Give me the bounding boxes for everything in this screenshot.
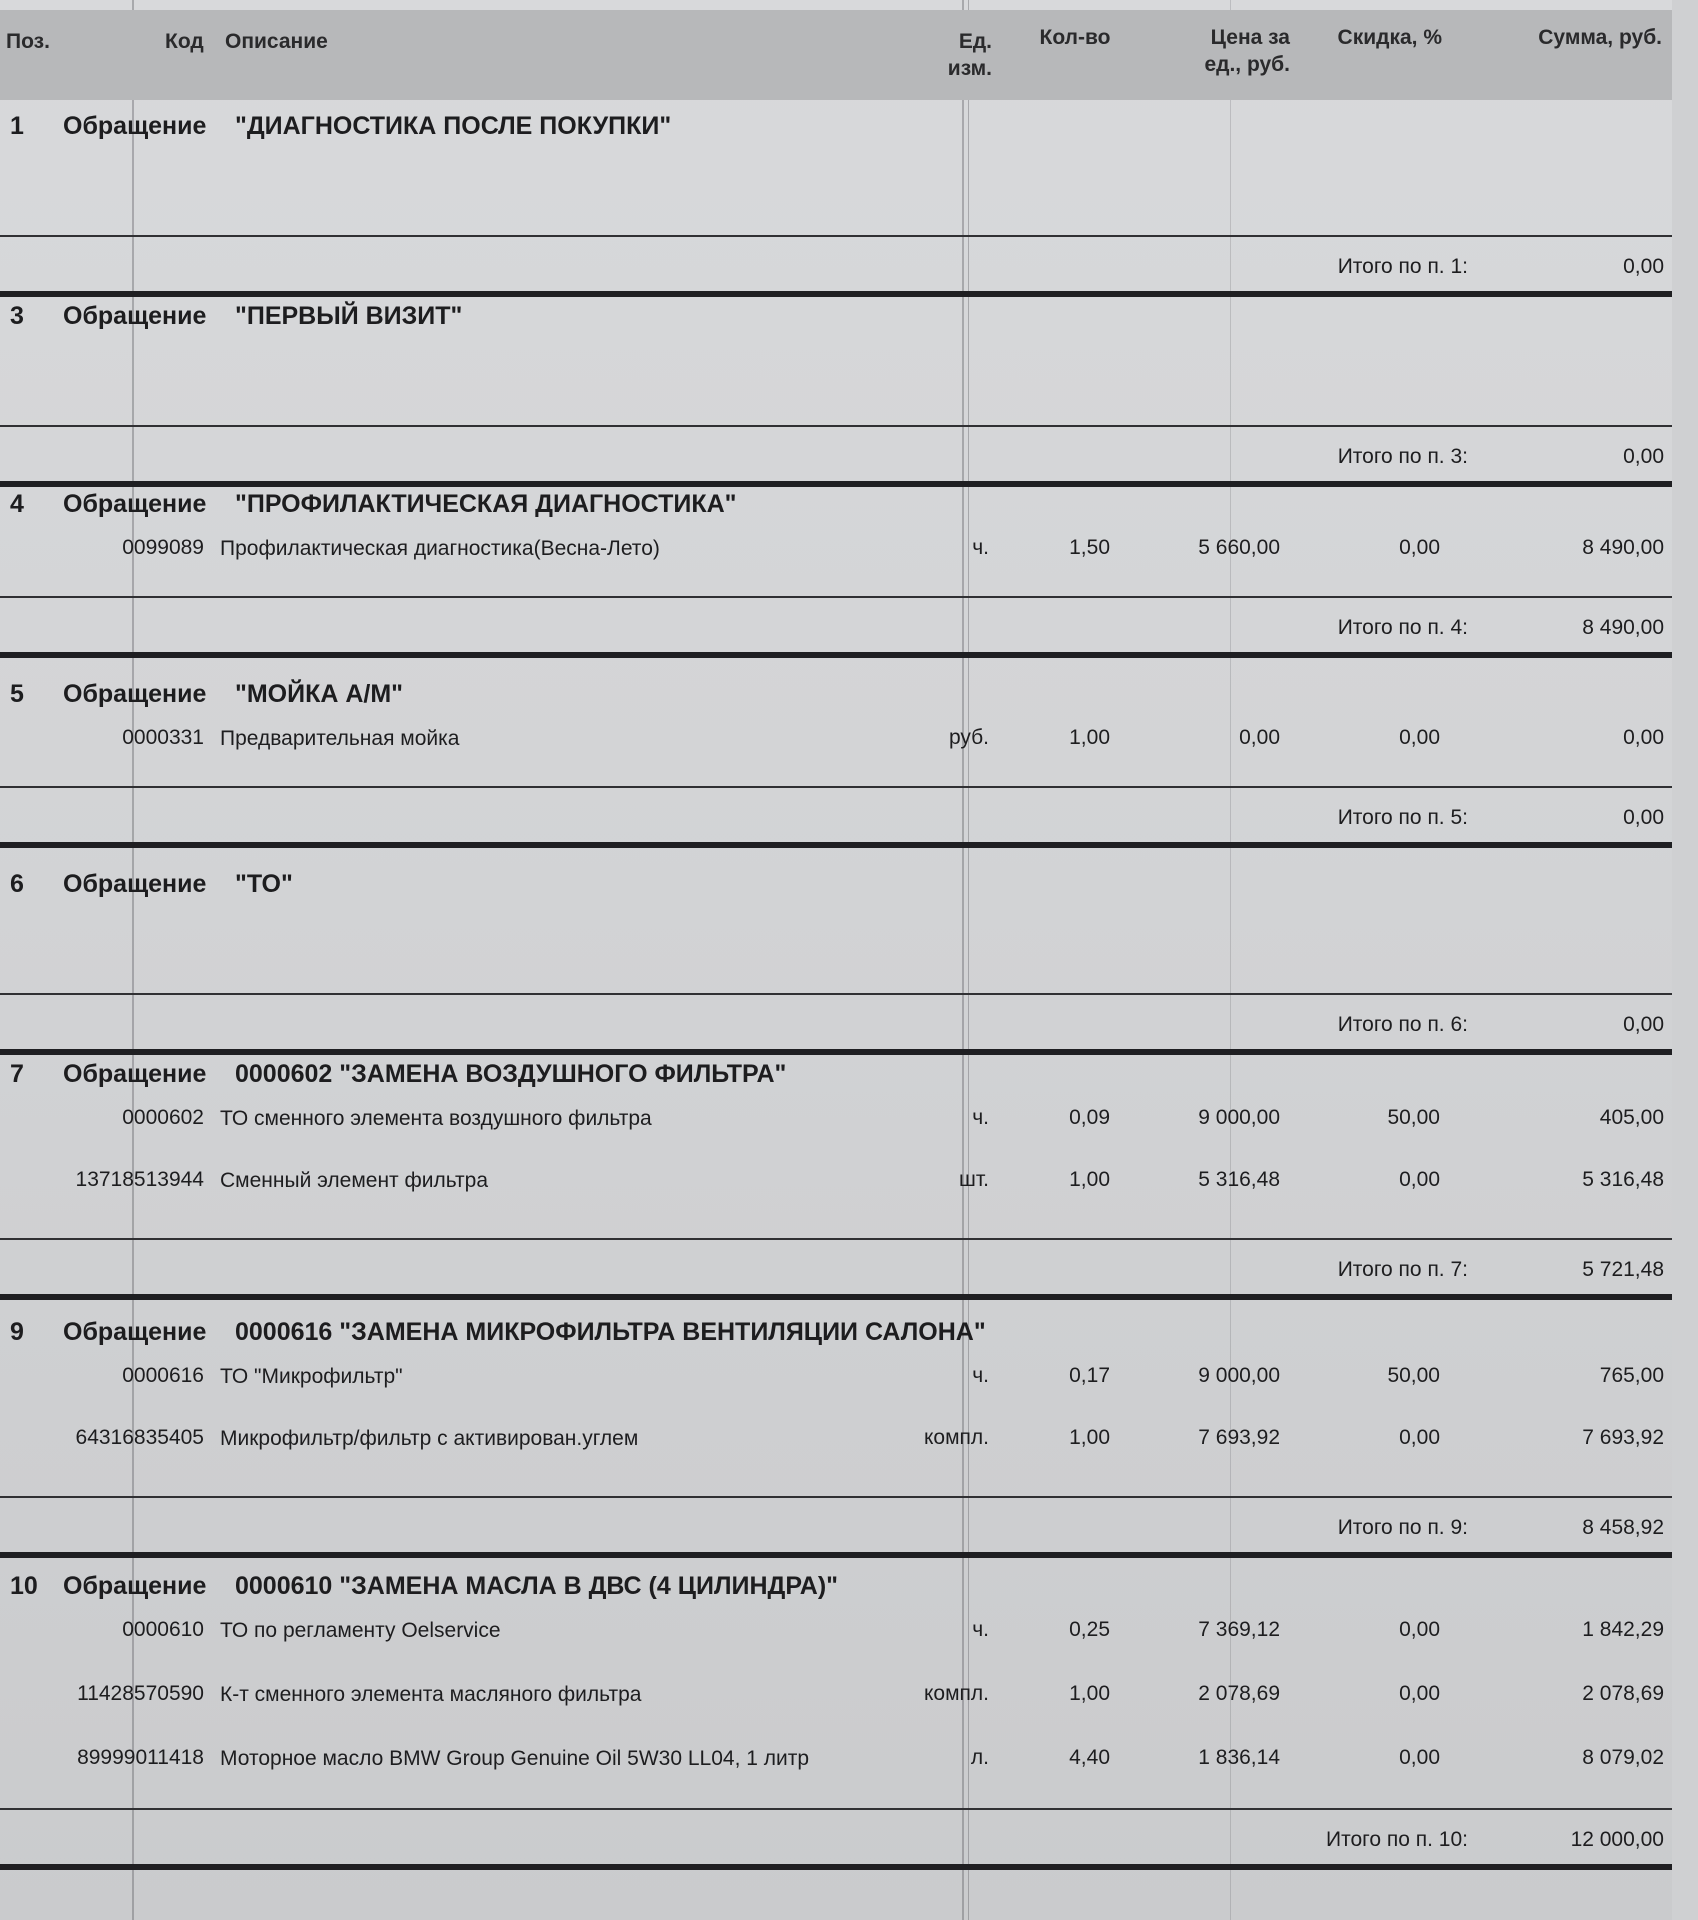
item-discount: 0,00 <box>1399 1682 1440 1705</box>
item-code: 13718513944 <box>75 1168 204 1191</box>
item-unit: ч. <box>972 536 989 559</box>
item-description: Профилактическая диагностика(Весна-Лето) <box>220 537 660 560</box>
total-value: 8 458,92 <box>1582 1516 1664 1539</box>
section-type-label: Обращение <box>63 112 207 140</box>
header-unit: Ед. изм. <box>947 30 992 80</box>
item-description: ТО "Микрофильтр" <box>220 1365 403 1388</box>
item-description: Микрофильтр/фильтр с активирован.углем <box>220 1427 639 1450</box>
item-qty: 0,25 <box>1069 1618 1110 1641</box>
item-price: 2 078,69 <box>1198 1682 1280 1705</box>
section-title: 0000616 "ЗАМЕНА МИКРОФИЛЬТРА ВЕНТИЛЯЦИИ САЛОНА" <box>235 1318 986 1346</box>
item-code: 89999011418 <box>77 1746 204 1769</box>
item-discount: 0,00 <box>1399 1618 1440 1641</box>
item-code: 0000616 <box>122 1364 204 1387</box>
item-unit: л. <box>970 1746 989 1769</box>
item-unit: компл. <box>924 1682 989 1705</box>
total-label: Итого по п. 5: <box>1337 806 1468 829</box>
section-number: 9 <box>10 1318 24 1346</box>
item-price: 5 660,00 <box>1198 536 1280 559</box>
section-divider <box>0 291 1672 297</box>
item-discount: 0,00 <box>1399 1168 1440 1191</box>
header-qty: Кол-во <box>1039 26 1111 49</box>
item-code: 0000610 <box>122 1618 204 1641</box>
item-qty: 1,00 <box>1069 726 1110 749</box>
item-description: Моторное масло BMW Group Genuine Oil 5W30 LL04, 1 литр <box>220 1747 810 1770</box>
total-label: Итого по п. 6: <box>1337 1013 1468 1036</box>
section-type-label: Обращение <box>63 1318 207 1346</box>
item-sum: 765,00 <box>1599 1364 1664 1387</box>
total-value: 5 721,48 <box>1582 1258 1664 1281</box>
section-type-label: Обращение <box>63 490 207 518</box>
item-price: 1 836,14 <box>1198 1746 1280 1769</box>
item-price: 5 316,48 <box>1198 1168 1280 1191</box>
item-code: 0000331 <box>122 726 204 749</box>
section-divider <box>0 842 1672 848</box>
item-sum: 2 078,69 <box>1582 1682 1664 1705</box>
section-title: "ДИАГНОСТИКА ПОСЛЕ ПОКУПКИ" <box>235 112 672 140</box>
item-qty: 4,40 <box>1069 1746 1110 1769</box>
section-title: "ПРОФИЛАКТИЧЕСКАЯ ДИАГНОСТИКА" <box>235 490 737 518</box>
total-value: 0,00 <box>1623 255 1664 278</box>
total-label: Итого по п. 9: <box>1337 1516 1468 1539</box>
column-divider <box>962 0 964 1920</box>
item-description: ТО по регламенту Oelservice <box>220 1619 501 1642</box>
row-divider <box>0 1496 1672 1498</box>
section-number: 5 <box>10 680 24 708</box>
item-description: Предварительная мойка <box>220 727 460 750</box>
item-sum: 7 693,92 <box>1582 1426 1664 1449</box>
item-price: 9 000,00 <box>1198 1364 1280 1387</box>
item-discount: 0,00 <box>1399 536 1440 559</box>
section-number: 1 <box>10 112 24 140</box>
section-title: 0000610 "ЗАМЕНА МАСЛА В ДВС (4 ЦИЛИНДРА)" <box>235 1572 839 1600</box>
item-code: 64316835405 <box>75 1426 204 1449</box>
item-discount: 0,00 <box>1399 1426 1440 1449</box>
item-description: Сменный элемент фильтра <box>220 1169 489 1192</box>
section-number: 4 <box>10 490 24 518</box>
table-header <box>0 10 1672 100</box>
section-title: "ПЕРВЫЙ ВИЗИТ" <box>235 302 463 330</box>
section-number: 7 <box>10 1060 24 1088</box>
item-price: 7 369,12 <box>1198 1618 1280 1641</box>
row-divider <box>0 235 1672 237</box>
item-sum: 5 316,48 <box>1582 1168 1664 1191</box>
total-label: Итого по п. 7: <box>1337 1258 1468 1281</box>
item-discount: 0,00 <box>1399 726 1440 749</box>
total-value: 8 490,00 <box>1582 616 1664 639</box>
item-price: 0,00 <box>1239 726 1280 749</box>
row-divider <box>0 596 1672 598</box>
section-type-label: Обращение <box>63 870 207 898</box>
section-number: 6 <box>10 870 24 898</box>
total-label: Итого по п. 10: <box>1326 1828 1468 1851</box>
total-value: 0,00 <box>1623 806 1664 829</box>
item-code: 0099089 <box>122 536 204 559</box>
item-discount: 50,00 <box>1387 1106 1440 1129</box>
row-divider <box>0 786 1672 788</box>
item-qty: 1,00 <box>1069 1168 1110 1191</box>
item-price: 7 693,92 <box>1198 1426 1280 1449</box>
item-qty: 0,09 <box>1069 1106 1110 1129</box>
item-unit: ч. <box>972 1364 989 1387</box>
item-discount: 50,00 <box>1387 1364 1440 1387</box>
item-unit: руб. <box>948 726 989 749</box>
header-discount: Скидка, % <box>1337 26 1442 49</box>
item-description: ТО сменного элемента воздушного фильтра <box>220 1107 652 1130</box>
section-type-label: Обращение <box>63 1572 207 1600</box>
total-value: 12 000,00 <box>1570 1828 1664 1851</box>
total-label: Итого по п. 4: <box>1337 616 1468 639</box>
item-sum: 8 079,02 <box>1582 1746 1664 1769</box>
item-description: К-т сменного элемента масляного фильтра <box>220 1683 642 1706</box>
item-sum: 0,00 <box>1623 726 1664 749</box>
total-label: Итого по п. 1: <box>1337 255 1468 278</box>
item-qty: 1,50 <box>1069 536 1110 559</box>
item-price: 9 000,00 <box>1198 1106 1280 1129</box>
section-type-label: Обращение <box>63 680 207 708</box>
section-divider <box>0 1049 1672 1055</box>
row-divider <box>0 1808 1672 1810</box>
item-sum: 8 490,00 <box>1582 536 1664 559</box>
section-title: "ТО" <box>235 870 293 898</box>
item-unit: ч. <box>972 1106 989 1129</box>
section-divider <box>0 652 1672 658</box>
total-value: 0,00 <box>1623 445 1664 468</box>
section-divider <box>0 1294 1672 1300</box>
row-divider <box>0 993 1672 995</box>
item-qty: 1,00 <box>1069 1682 1110 1705</box>
header-code: Код <box>165 30 204 53</box>
item-qty: 1,00 <box>1069 1426 1110 1449</box>
row-divider <box>0 1238 1672 1240</box>
item-unit: шт. <box>959 1168 989 1191</box>
section-number: 10 <box>10 1572 38 1600</box>
header-description: Описание <box>225 30 328 53</box>
section-title: 0000602 "ЗАМЕНА ВОЗДУШНОГО ФИЛЬТРА" <box>235 1060 787 1088</box>
header-sum: Сумма, руб. <box>1538 26 1662 49</box>
section-divider <box>0 1552 1672 1558</box>
section-title: "МОЙКА А/М" <box>235 680 404 708</box>
item-unit: компл. <box>924 1426 989 1449</box>
item-discount: 0,00 <box>1399 1746 1440 1769</box>
total-value: 0,00 <box>1623 1013 1664 1036</box>
header-pos: Поз. <box>6 30 50 53</box>
column-divider <box>968 0 969 1920</box>
header-price: Цена за ед., руб. <box>1204 26 1290 76</box>
row-divider <box>0 425 1672 427</box>
item-unit: ч. <box>972 1618 989 1641</box>
section-type-label: Обращение <box>63 302 207 330</box>
item-sum: 1 842,29 <box>1582 1618 1664 1641</box>
total-label: Итого по п. 3: <box>1337 445 1468 468</box>
section-divider <box>0 1864 1672 1870</box>
item-sum: 405,00 <box>1599 1106 1664 1129</box>
section-divider <box>0 481 1672 487</box>
section-number: 3 <box>10 302 24 330</box>
item-qty: 0,17 <box>1069 1364 1110 1387</box>
item-code: 11428570590 <box>77 1682 204 1705</box>
section-type-label: Обращение <box>63 1060 207 1088</box>
item-code: 0000602 <box>122 1106 204 1129</box>
